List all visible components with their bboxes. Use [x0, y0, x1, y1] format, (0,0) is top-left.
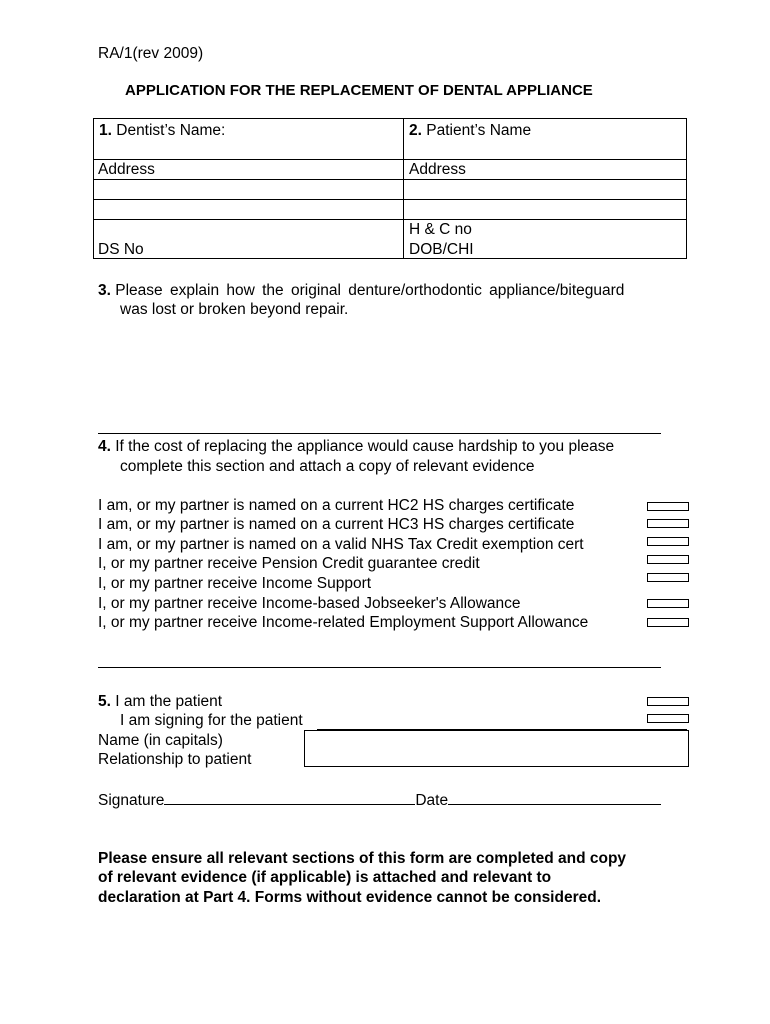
option-tax-credit: I am, or my partner is named on a valid NHS Tax Credit exemption cert [98, 536, 584, 553]
dentist-name-label: Dentist’s Name: [116, 122, 226, 139]
checkbox-pension-credit[interactable] [647, 555, 689, 564]
date-line[interactable] [448, 790, 661, 805]
checkbox-employment-support[interactable] [647, 618, 689, 627]
footer-note-line2: of relevant evidence (if applicable) is attached and relevant to [98, 869, 552, 886]
section-number: 1. [99, 122, 112, 139]
option-employment-support: I, or my partner receive Income-related Employment Support Allowance [98, 614, 589, 631]
option-hc2: I am, or my partner is named on a current HC2 HS charges certificate [98, 497, 575, 514]
checkbox-i-am-patient[interactable] [647, 697, 689, 706]
checkbox-hc3[interactable] [647, 519, 689, 528]
form-reference: RA/1(rev 2009) [98, 45, 204, 62]
section-number: 5. [98, 693, 111, 710]
option-jobseekers: I, or my partner receive Income-based Jobseeker's Allowance [98, 595, 521, 612]
checkbox-tax-credit[interactable] [647, 537, 689, 546]
patient-name-label: Patient’s Name [426, 122, 532, 139]
section3-question-cont: was lost or broken beyond repair. [120, 301, 349, 318]
dentist-address-label[interactable]: Address [98, 161, 155, 178]
checkbox-hc2[interactable] [647, 502, 689, 511]
dob-chi-label[interactable]: DOB/CHI [409, 241, 474, 258]
patient-name-field[interactable] [409, 121, 531, 140]
footer-note-line1: Please ensure all relevant sections of this form are completed and copy [98, 850, 627, 867]
signature-label: Signature [98, 792, 165, 809]
section4-intro-cont: complete this section and attach a copy of relevant evidence [120, 458, 535, 475]
checkbox-signing-for-patient[interactable] [647, 714, 689, 723]
section-divider [98, 667, 661, 668]
signing-for-patient-label: I am signing for the patient [120, 712, 303, 729]
name-relationship-input[interactable] [304, 730, 689, 767]
option-income-support: I, or my partner receive Income Support [98, 575, 372, 592]
hc-no-label[interactable]: H & C no [409, 221, 472, 238]
table-divider [403, 119, 404, 258]
section-number: 4. [98, 438, 111, 455]
option-pension-credit: I, or my partner receive Pension Credit guarantee credit [98, 555, 480, 572]
footer-note-line3: declaration at Part 4. Forms without evidence cannot be considered. [98, 889, 602, 906]
date-label: Date [415, 792, 449, 809]
dentist-name-field[interactable] [99, 121, 225, 140]
signature-line[interactable] [164, 790, 415, 805]
patient-address-label[interactable]: Address [409, 161, 466, 178]
option-hc3: I am, or my partner is named on a current HC3 HS charges certificate [98, 516, 575, 533]
i-am-patient-label: 5. I am the patient [98, 693, 223, 710]
checkbox-income-support[interactable] [647, 573, 689, 582]
relationship-label: Relationship to patient [98, 751, 252, 768]
name-capitals-label: Name (in capitals) [98, 732, 223, 749]
section3-question: 3. Please explain how the original denture/orthodontic appliance/biteguard [98, 282, 625, 299]
ds-no-label[interactable]: DS No [98, 241, 144, 258]
page-title: APPLICATION FOR THE REPLACEMENT OF DENTAL APPLIANCE [125, 82, 593, 99]
section4-intro: 4. If the cost of replacing the appliance would cause hardship to you please [98, 438, 615, 455]
section-number: 2. [409, 122, 422, 139]
section3-answer-line[interactable] [98, 433, 661, 434]
signature-date-row [98, 790, 661, 811]
section-number: 3. [98, 282, 111, 299]
checkbox-jobseekers[interactable] [647, 599, 689, 608]
